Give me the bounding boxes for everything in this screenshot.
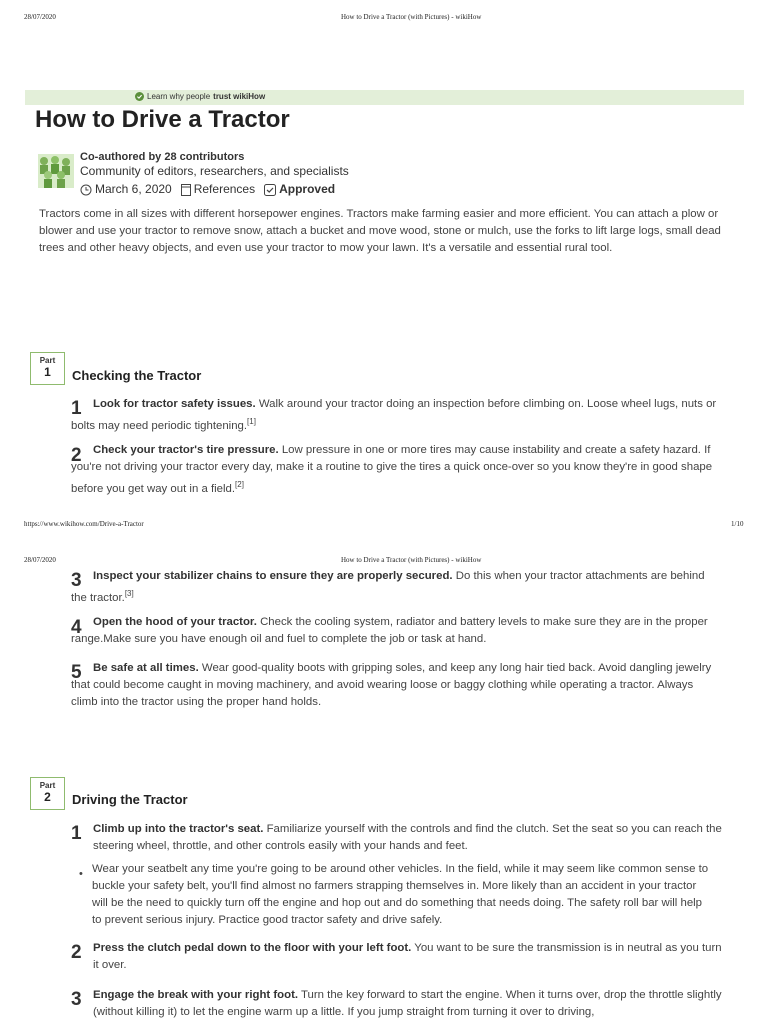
step-heading: Be safe at all times. [93,662,199,674]
step-number: 1 [71,398,82,419]
contributors-avatar [38,154,74,188]
step-number: 4 [71,617,82,638]
step-heading: Open the hood of your tractor. [93,616,257,628]
step-text [71,568,721,607]
step-body: You want to be sure the transmission is in neutral as you turn it over. [93,942,722,971]
step-body: Wear good-quality boots with gripping soles, and keep any long hair tied back. Avoid dangling jewelry that could become caught in moving machinery, and avoid wearing loose or baggy clothing while operating a tractor. Always climb into the tractor using the proper hand holds. [71,662,712,708]
trust-prefix: Learn why people [147,92,211,101]
print-date: 28/07/2020 [24,13,56,21]
step-heading: Look for tractor safety issues. [93,398,256,410]
step-body: Turn the key forward to start the engine. When it turns over, drop the throttle slightly (without killing it) to let the engine warm up a little. If you jump straight from turning it over to driving, [93,989,722,1018]
step-text [71,396,721,435]
step-text [93,940,723,974]
step-text [71,660,721,711]
step-heading: Press the clutch pedal down to the floor with your left foot. [93,942,412,954]
step-tip: Wear your seatbelt any time you're going to be around other vehicles. In the field, while it may seem like common sense to buckle your safety belt, you'll find almost no farmers strapping themselves in. More likely than an accident in your tractor will be the need to quickly turn off the engine and hop out and do something that needs doing. The safety roll bar will help to prevent serious injury. Practice good tractor safety and drive safely. [92,863,709,926]
article-meta [80,182,335,196]
reference-link[interactable]: [3] [124,589,134,598]
step-heading: Climb up into the tractor's seat. [93,823,264,835]
clock-icon [80,182,92,196]
step-number: 3 [71,570,82,591]
coauthored-by[interactable]: Co-authored by 28 contributors [80,151,245,163]
step-text [71,442,721,498]
intro-paragraph: Tractors come in all sizes with different horsepower engines. Tractors make farming easier and more efficient. You can attach a plow or blower and use your tractor to remove snow, attach a bucket and move wood, stone or mulch, use the forks to lift large logs, small dead trees and other heavy objects, and even use your tractor to mow your lawn. It's a versatile and essential rural tool. [39,208,721,254]
reference-link[interactable]: [1] [247,417,256,426]
part-label: Part [39,781,56,790]
check-circle-icon [135,92,144,101]
references-link[interactable]: References [193,182,256,196]
reference-link[interactable]: [2] [235,480,244,489]
part-1-title: Checking the Tractor [72,368,202,383]
step-number: 3 [71,989,82,1010]
approved-check-icon [264,182,276,196]
step-heading: Engage the break with your right foot. [93,989,299,1001]
part-label: Part [39,356,56,365]
references-icon [181,182,191,196]
part-2-title: Driving the Tractor [72,792,188,807]
step-number: 5 [71,662,82,683]
trust-link[interactable]: trust wikiHow [213,92,266,101]
page-title: How to Drive a Tractor [35,106,290,133]
community-text: Community of editors, researchers, and specialists [80,164,349,178]
print-date: 28/07/2020 [24,556,56,564]
step-body: Do this when your tractor attachments are behind the tractor. [71,570,705,604]
print-page-number: 1/10 [731,520,744,528]
approved-label[interactable]: Approved [279,182,336,196]
step-body: Check the cooling system, radiator and battery levels to make sure they are in the proper range.Make sure you have enough oil and fuel to complete the job or task at hand. [71,616,708,645]
bullet-dot: • [79,868,83,880]
step-number: 1 [71,823,82,844]
part-number: 1 [44,365,51,379]
step-text [71,614,721,648]
print-doc-title: How to Drive a Tractor (with Pictures) - wikiHow [341,13,482,21]
step-number: 2 [71,445,82,466]
print-url: https://www.wikihow.com/Drive-a-Tractor [24,520,144,528]
step-body: Familiarize yourself with the controls and find the clutch. Set the seat so you can reach the steering wheel, throttle, and other controls easily with your hands and feet. [93,823,722,852]
step-heading: Inspect your stabilizer chains to ensure they are properly secured. [93,570,453,582]
article-date: March 6, 2020 [95,182,172,196]
step-body: Low pressure in one or more tires may cause instability and create a safety hazard. If you're not driving your tractor every day, make it a routine to give the tires a quick once-over so you know they're in good shape before you get way out in a field. [71,444,713,495]
step-text [93,821,723,855]
step-text [93,987,723,1021]
part-2-badge [30,777,65,810]
trust-bar[interactable] [25,90,744,105]
step-number: 2 [71,942,82,963]
step-body: Walk around your tractor doing an inspection before climbing on. Loose wheel lugs, nuts or bolts may need periodic tightening. [71,398,717,432]
part-1-badge [30,352,65,385]
step-heading: Check your tractor's tire pressure. [93,444,279,456]
print-doc-title: How to Drive a Tractor (with Pictures) - wikiHow [341,556,482,564]
part-number: 2 [44,790,51,804]
